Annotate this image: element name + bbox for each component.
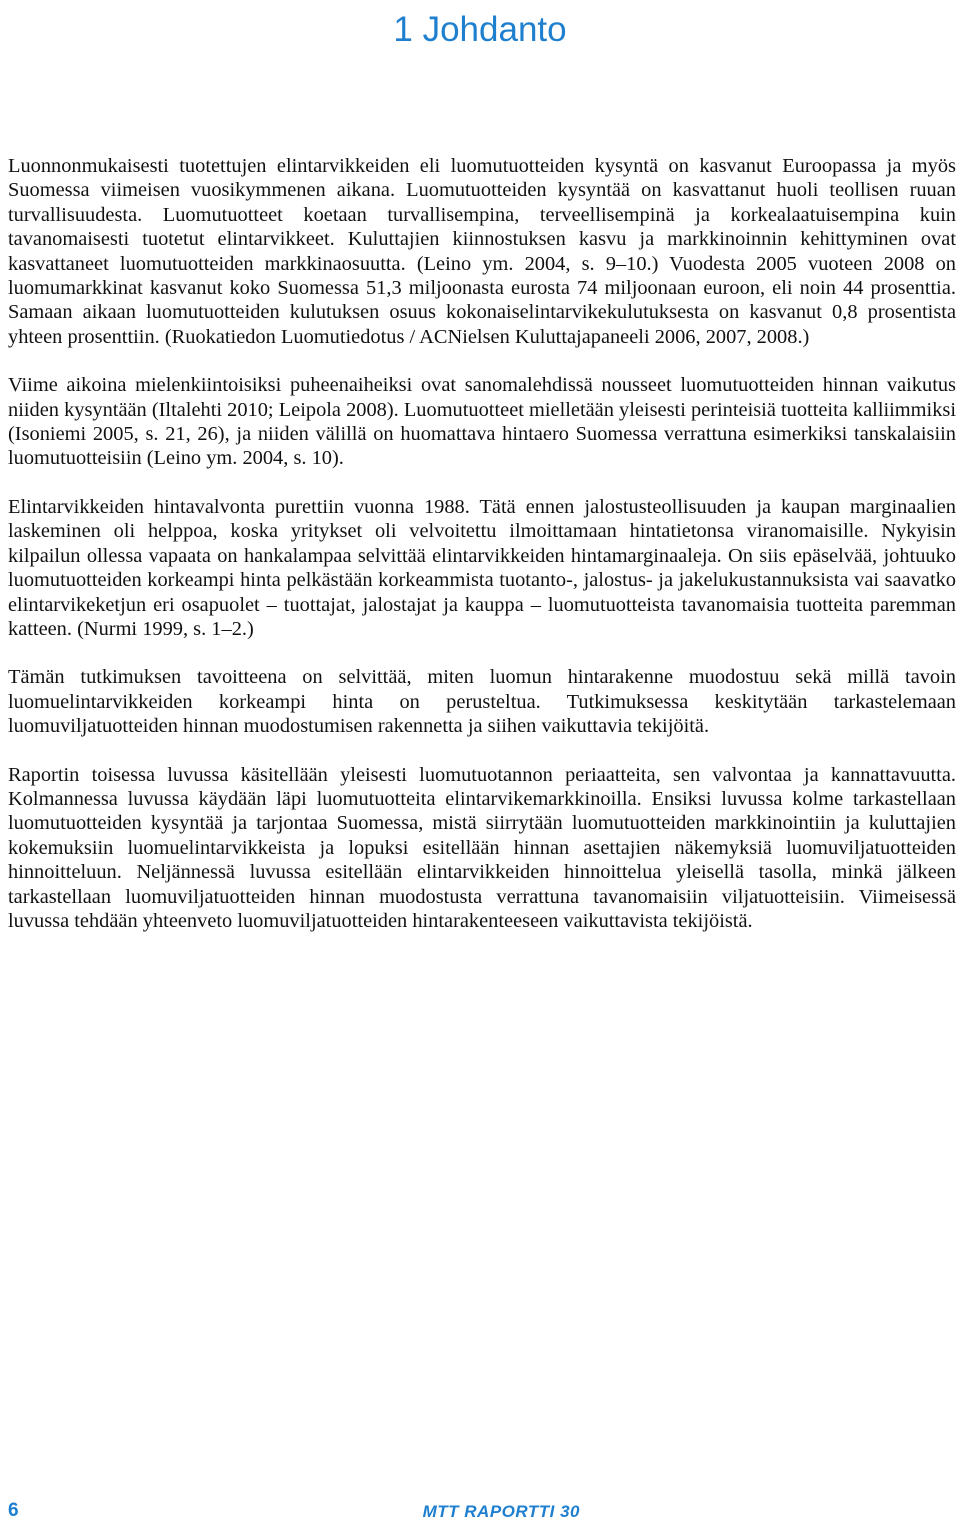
- publication-name: MTT RAPORTTI 30: [422, 1502, 580, 1521]
- paragraph-research-goal: Tämän tutkimuksen tavoitteena on selvittää, miten luomun hintarakenne muodostuu sekä millä tavoin luomuelintarvikkeiden korkeampi hinta on perusteltua. Tutkimuksessa keskitytään tarkastelemaan luomuviljatuotteiden hinnan muodostumisen rakennetta ja siihen vaikuttavia tekijöitä.: [8, 666, 956, 738]
- chapter-title: 1 Johdanto: [393, 10, 567, 49]
- page-number: 6: [8, 1500, 19, 1521]
- body-text: [8, 154, 956, 957]
- paragraph-intro: Luonnonmukaisesti tuotettujen elintarvikkeiden eli luomutuotteiden kysyntä on kasvanut Euroopassa ja myös Suomessa viimeisen vuosikymmenen aikana. Luomutuotteiden kysyntää on kasvattanut huoli teollisen ruuan turvallisuudesta. Luomutuotteet koetaan turvallisempina, terveellisempinä ja korkealaatuisempina kuin tavanomaisesti tuotetut elintarvikkeet. Kuluttajien kiinnostuksen kasvu ja markkinoinnin kehittyminen ovat kasvattaneet luomutuotteiden markkinaosuutta. (Leino ym. 2004, s. 9–10.) Vuodesta 2005 vuoteen 2008 on luomumarkkinat kasvanut koko Suomessa 51,3 miljoonasta eurosta 74 miljoonaan euroon, eli noin 44 prosenttia. Samaan aikaan luomutuotteiden kulutuksen osuus kokonaiselintarvikekulutuksesta on kasvanut 0,8 prosentista yhteen prosenttiin. (Ruokatiedon Luomutiedotus / ACNielsen Kuluttajapaneeli 2006, 2007, 2008.): [8, 155, 956, 348]
- paragraph-report-structure: Raportin toisessa luvussa käsitellään yleisesti luomutuotannon periaatteita, sen valvontaa ja kannattavuutta. Kolmannessa luvussa käydään läpi luomutuotteita elintarvikemarkkinoilla. Ensiksi luvussa kolme tarkastellaan luomutuotteiden kysyntää ja tarjontaa Suomessa, mistä siirrytään luomutuotteiden markkinointiin ja kuluttajien kokemuksiin luomuelintarvikkeista ja lopuksi esitellään hinnan asettajien näkemyksiä luomuviljatuotteiden hinnoitteluun. Neljännessä luvussa esitellään elintarvikkeiden hinnoittelua yleisellä tasolla, minkä jälkeen tarkastellaan luomuviljatuotteiden hinnan muodostusta verrattuna tavanomaisiin viljatuotteisiin. Viimeisessä luvussa tehdään yhteenveto luomuviljatuotteiden hintarakenteeseen vaikuttavista tekijöistä.: [8, 763, 956, 932]
- paragraph-price-control: Elintarvikkeiden hintavalvonta purettiin vuonna 1988. Tätä ennen jalostusteollisuuden ja kaupan marginaalien laskeminen oli helppoa, koska yritykset oli velvoitettu ilmoittamaan hintatietonsa viranomaisille. Nykyisin kilpailun ollessa vapaata on hankalampaa selvittää elintarvikkeiden hintamarginaaleja. On siis epäselvää, johtuuko luomutuotteiden korkeampi hinta pelkästään korkeammista tuotanto-, jalostus- ja jakelukustannuksista vai saavatko elintarvikeketjun eri osapuolet – tuottajat, jalostajat ja kauppa – luomutuotteista tavanomaisia tuotteita paremman katteen. (Nurmi 1999, s. 1–2.): [8, 495, 956, 640]
- paragraph-price-discussion: Viime aikoina mielenkiintoisiksi puheenaiheiksi ovat sanomalehdissä nousseet luomutuotteiden hinnan vaikutus niiden kysyntään (Iltalehti 2010; Leipola 2008). Luomutuotteet mielletään yleisesti perinteisiä tuotteita kalliimmiksi (Isoniemi 2005, s. 21, 26), ja niiden välillä on huomattava hintaero Suomessa verrattuna esimerkiksi tanskalaisiin luomutuotteisiin (Leino ym. 2004, s. 10).: [8, 374, 956, 470]
